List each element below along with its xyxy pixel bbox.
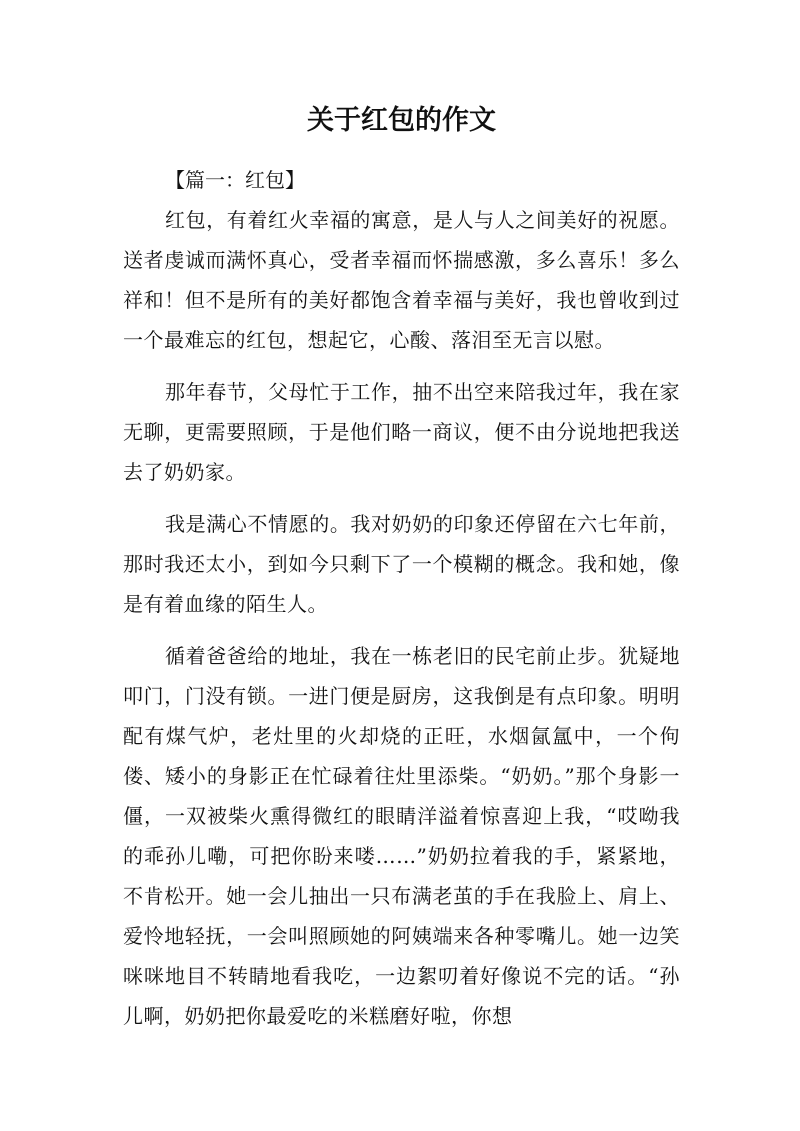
paragraph-3: 我是满心不情愿的。我对奶奶的印象还停留在六七年前，那时我还太小，到如今只剩下了一个模糊的概念。我和她，像是有着血缘的陌生人。 (123, 512, 680, 616)
paragraph-1: 红包，有着红火幸福的寓意，是人与人之间美好的祝愿。送者虔诚而满怀真心，受者幸福而怀揣感激，多么喜乐！多么祥和！但不是所有的美好都饱含着幸福与美好，我也曾收到过一个最难忘的红包，想起它，心酸、落泪至无言以慰。 (123, 208, 680, 352)
document-title: 关于红包的作文 (307, 105, 496, 136)
paragraph-4: 循着爸爸给的地址，我在一栋老旧的民宅前止步。犹疑地叩门，门没有锁。一进门便是厨房，这我倒是有点印象。明明配有煤气炉，老灶里的火却烧的正旺，水烟氤氲中，一个佝偻、矮小的身影正在忙碌着往灶里添柴。“奶奶。”那个身影一僵，一双被柴火熏得微红的眼睛洋溢着惊喜迎上我，“哎呦我的乖孙儿嘞，可把你盼来喽……”奶奶拉着我的手，紧紧地，不肯松开。她一会儿抽出一只布满老茧的手在我脸上、肩上、爱怜地轻抚，一会叫照顾她的阿姨端来各种零嘴儿。她一边笑咪咪地目不转睛地看我吃，一边絮叨着好像说不完的话。“孙儿啊，奶奶把你最爱吃的米糕磨好啦，你想 (123, 644, 680, 1028)
paragraph-2: 那年春节，父母忙于工作，抽不出空来陪我过年，我在家无聊，更需要照顾，于是他们略一商议，便不由分说地把我送去了奶奶家。 (123, 380, 680, 484)
section-heading: 【篇一：红包】 (165, 168, 305, 192)
